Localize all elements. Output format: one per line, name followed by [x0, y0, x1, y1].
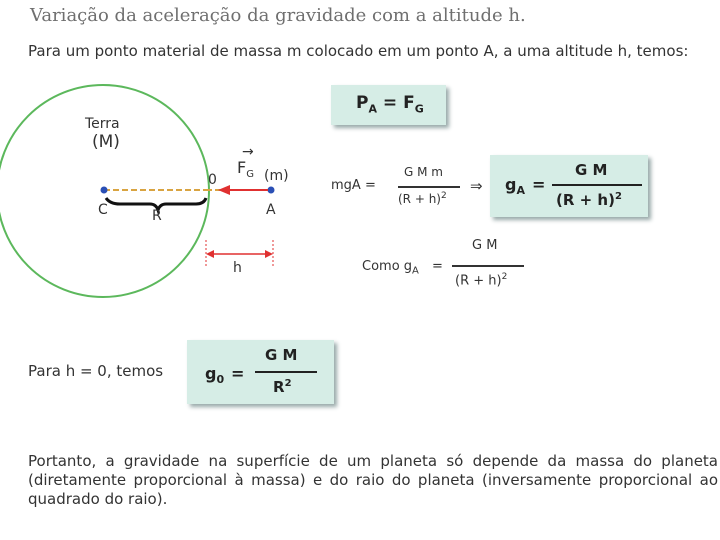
- g0-fraction-bar: [255, 371, 317, 373]
- como-left: Como $g_A$: [362, 259, 419, 277]
- g0-left: $g_0$: [205, 364, 225, 387]
- como-numerator: G M: [472, 238, 498, 253]
- g0-equation-box: [187, 340, 334, 404]
- g0-denominator: $R^2$: [273, 378, 292, 396]
- como-fraction-bar: [452, 265, 524, 267]
- g0-equals: =: [231, 364, 245, 383]
- mga-left: mgA =: [331, 178, 376, 193]
- point-mass-label: (m): [264, 168, 289, 184]
- earth-label: Terra: [85, 116, 120, 132]
- forces-equation-box: [331, 85, 446, 125]
- conclusion-paragraph: Portanto, a gravidade na superfície de um planeta só depende da massa do planeta (diretamente proporcional à massa) e do raio do planeta (inversamente proporcional ao quadrado do raio).: [28, 452, 718, 508]
- como-denominator: $(R + h)^2$: [455, 272, 508, 289]
- earth-diagram: [0, 70, 330, 310]
- page-title: Variação da aceleração da gravidade com a altitude h.: [30, 5, 526, 26]
- mga-fraction-bar: [398, 186, 460, 188]
- h-arrow-left: [206, 250, 214, 258]
- force-label: $F_G$: [237, 158, 254, 181]
- h-zero-text: Para h = 0, temos: [28, 362, 164, 380]
- altitude-h-label: h: [233, 260, 242, 276]
- ga-equation-box: [490, 155, 648, 217]
- point-a-label: A: [266, 202, 276, 218]
- radius-label: R: [152, 208, 162, 224]
- mass-label: (M): [92, 132, 120, 152]
- force-vector-arrow: →: [242, 144, 254, 160]
- h-arrow-right: [265, 250, 273, 258]
- point-a-dot: [268, 187, 275, 194]
- force-arrow-head: [218, 185, 230, 195]
- g0-numerator: G M: [265, 346, 298, 364]
- ga-left: $g_A$: [505, 175, 525, 198]
- center-label: C: [98, 202, 108, 218]
- mga-numerator: G M m: [404, 165, 443, 179]
- ga-numerator: G M: [575, 161, 608, 179]
- como-equals: =: [432, 259, 443, 274]
- center-dot: [101, 187, 108, 194]
- ga-fraction-bar: [552, 184, 642, 186]
- ga-denominator: $(R + h)^2$: [556, 191, 622, 209]
- origin-label: 0: [208, 172, 217, 188]
- ga-equals: =: [532, 175, 546, 194]
- intro-text: Para um ponto material de massa m colocado em um ponto A, a uma altitude h, temos:: [28, 42, 689, 60]
- mga-denominator: $(R + h)^2$: [398, 191, 447, 206]
- implies-arrow: ⇒: [470, 177, 483, 195]
- forces-equation: $P_A = F_G$: [356, 93, 424, 116]
